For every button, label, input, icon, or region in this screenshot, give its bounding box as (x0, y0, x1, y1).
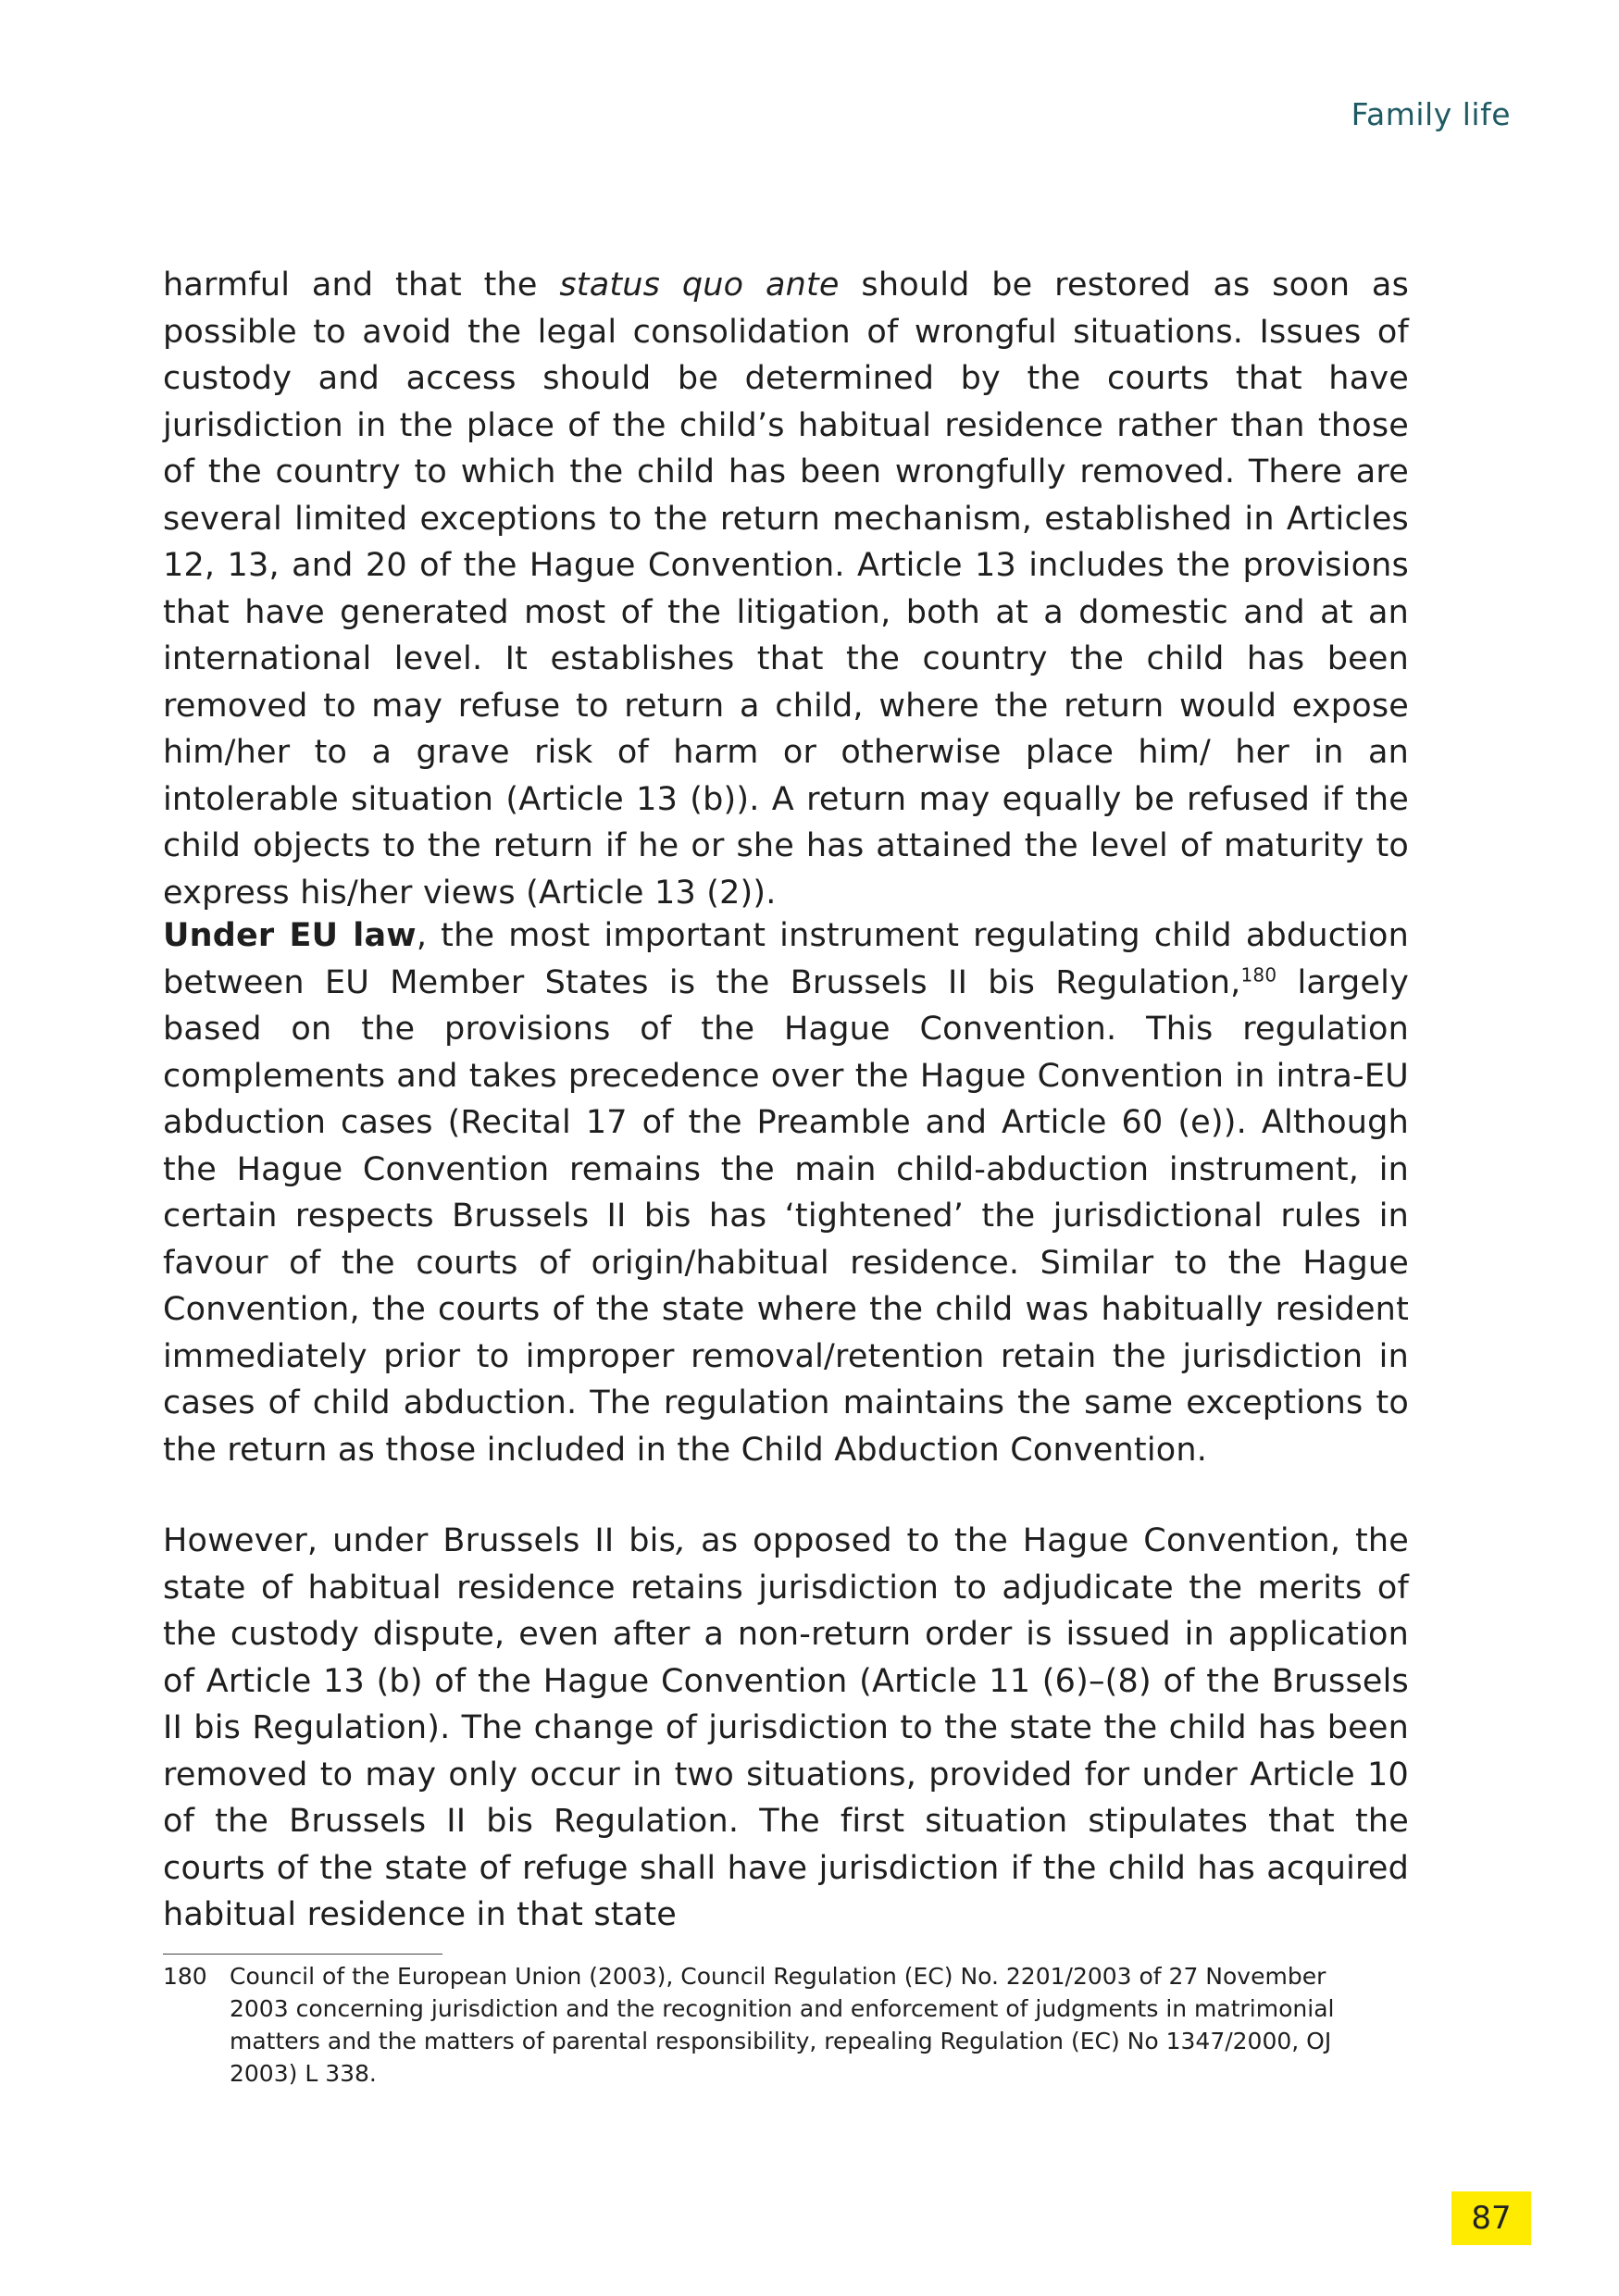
text-run: as opposed to the Hague Convention, the state of habitual residence retains jurisdiction to adjudicate the merits of the custody dispute, even after a non-return order is issued in application of Article 13 (b) of the Hague Convention (Article 11 (6)–(8) of the Brussels II bis Regulation). The change of jurisdiction to the state the child has been removed to may only occur in two situations, provided for under Article 10 of the Brussels II bis Regulation. The first situation stipulates that the courts of the state of refuge shall have jurisdiction if the child has acquired habitual residence in that state (163, 1522, 1410, 1933)
text-run: However, under Brussels II bis (163, 1522, 677, 1559)
footnote-number: 180 (163, 1963, 207, 1990)
body-paragraph-1 (163, 262, 1409, 916)
footnote-divider (163, 1954, 442, 1955)
page-number: 87 (1451, 2191, 1531, 2245)
footnote-text: Council of the European Union (2003), Council Regulation (EC) No. 2201/2003 of 27 November 2003 concerning jurisdiction and the recognition and enforcement of judgments in matrimonial matters and the matters of parental responsibility, repealing Regulation (EC) No 1347/2000, OJ 2003) L 338. (230, 1963, 1335, 2087)
running-header: Family life (1351, 96, 1511, 132)
bold-lead-in: Under EU law (163, 917, 417, 954)
italic-term: status quo ante (559, 267, 840, 304)
text-run: largely based on the provisions of the Hague Convention. This regulation complements and takes precedence over the Hague Convention in intra-EU abduction cases (Recital 17 of the Preamble and Article 60 (e)). Although the Hague Convention remains the main child-abduction instrument, in certain respects Brussels II bis has ‘tightened’ the jurisdictional rules in favour of the courts of origin/habitual residence. Similar to the Hague Convention, the courts of the state where the child was habitually resident immediately prior to improper removal/retention retain the jurisdiction in cases of child abduction. The regulation maintains the same exceptions to the return as those included in the Child Abduction Convention. (163, 963, 1409, 1469)
italic-comma: , (676, 1522, 687, 1559)
text-run: harmful and that the (163, 267, 560, 304)
body-paragraph-3 (163, 1518, 1409, 1939)
text-run: , the most important instrument regulating child abduction between EU Member States is the Brussels II bis Regulation, (163, 917, 1409, 1001)
text-run: should be restored as soon as possible to avoid the legal consolidation of wrongful situations. Issues of custody and access should be determined by the courts that have jurisdiction in the place of the child’s habitual residence rather than those of the country to which the child has been wrongfully removed. There are several limited exceptions to the return mechanism, established in Articles 12, 13, and 20 of the Hague Convention. Article 13 includes the provisions that have generated most of the litigation, both at a domestic and at an international level. It establishes that the country the child has been removed to may refuse to return a child, where the return would expose him/her to a grave risk of harm or otherwise place him/ her in an intolerable situation (Article 13 (b)). A return may equally be refused if the child objects to the return if he or she has attained the level of maturity to express his/her views (Article 13 (2)). (163, 267, 1410, 912)
body-paragraph-2 (163, 912, 1409, 1473)
footnote (163, 1960, 1366, 2090)
footnote-reference[interactable]: 180 (1240, 962, 1277, 986)
